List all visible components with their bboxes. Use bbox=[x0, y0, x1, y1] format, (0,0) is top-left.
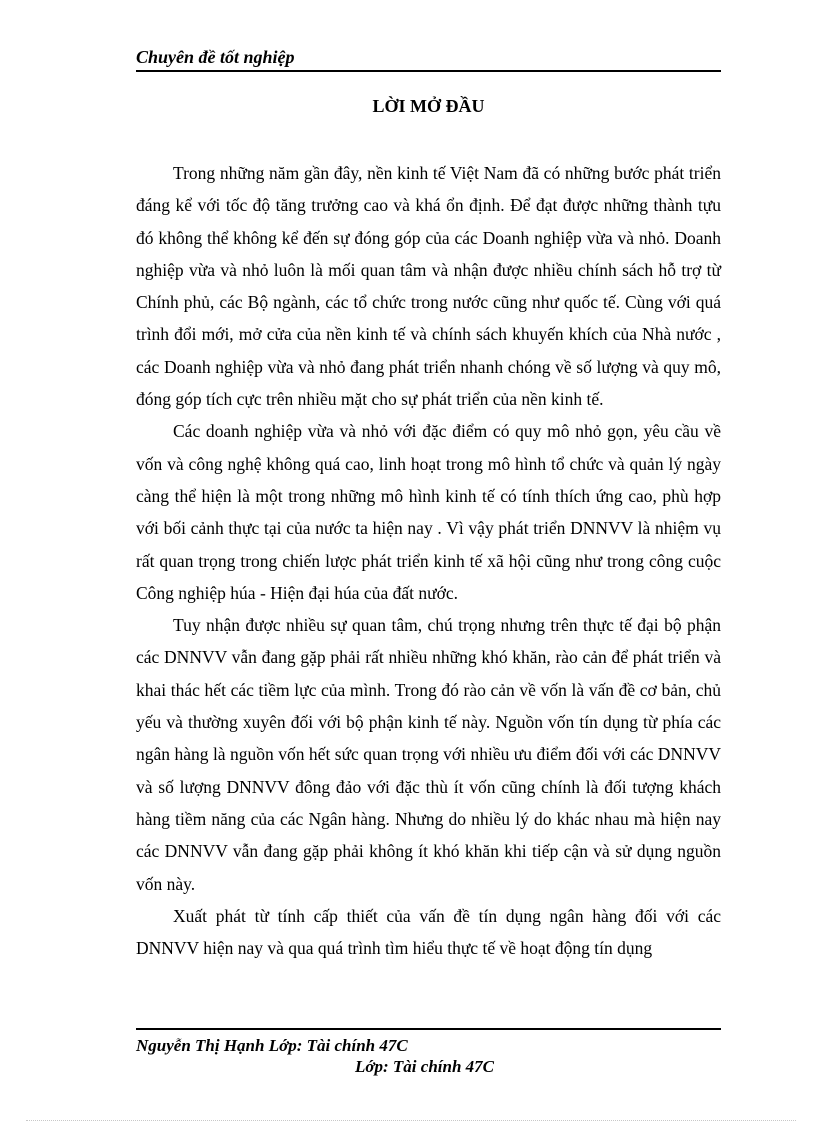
footer-author-class: Nguyễn Thị Hạnh Lớp: Tài chính 47C bbox=[136, 1036, 408, 1055]
header-rule bbox=[136, 70, 721, 72]
document-body bbox=[136, 157, 721, 964]
footer-rule bbox=[136, 1028, 721, 1030]
paragraph-4: Xuất phát từ tính cấp thiết của vấn đề tín dụng ngân hàng đối với các DNNVV hiện nay và qua quá trình tìm hiểu thực tế về hoạt động tín dụng bbox=[136, 905, 721, 959]
running-header-title: Chuyên đề tốt nghiệp bbox=[136, 47, 295, 67]
footer-class: Lớp: Tài chính 47C bbox=[355, 1057, 494, 1076]
paragraph-2: Các doanh nghiệp vừa và nhỏ với đặc điểm có quy mô nhỏ gọn, yêu cầu về vốn và công nghệ không quá cao, linh hoạt trong mô hình tổ chức và quản lý ngày càng thể hiện là một trong những mô hình kinh tế có tính thích ứng cao, phù hợp với bối cảnh thực tại của nước ta hiện nay . Vì vậy phát triển DNNVV là nhiệm vụ rất quan trọng trong chiến lược phát triển kinh tế xã hội cũng như trong công cuộc Công nghiệp húa - Hiện đại húa của đất nước. bbox=[136, 421, 721, 603]
page-edge-divider bbox=[26, 1120, 796, 1121]
paragraph-1: Trong những năm gần đây, nền kinh tế Việt Nam đã có những bước phát triển đáng kể với tốc độ tăng trưởng cao và khá ổn định. Để đạt được những thành tựu đó không thể không kể đến sự đóng góp của các Doanh nghiệp vừa và nhỏ. Doanh nghiệp vừa và nhỏ luôn là mối quan tâm và nhận được nhiều chính sách hỗ trợ từ Chính phủ, các Bộ ngành, các tổ chức trong nước cũng như quốc tế. Cùng với quá trình đổi mới, mở cửa của nền kinh tế và chính sách khuyến khích của Nhà nước , các Doanh nghiệp vừa và nhỏ đang phát triển nhanh chóng về số lượng và quy mô, đóng góp tích cực trên nhiều mặt cho sự phát triển của nền kinh tế. bbox=[136, 163, 721, 410]
paragraph-3: Tuy nhận được nhiều sự quan tâm, chú trọng nhưng trên thực tế đại bộ phận các DNNVV vẫn đang gặp phải rất nhiều những khó khăn, rào cản để phát triển và khai thác hết các tiềm lực của mình. Trong đó rào cản về vốn là vấn đề cơ bản, chủ yếu và thường xuyên đối với bộ phận kinh tế này. Nguồn vốn tín dụng từ phía các ngân hàng là nguồn vốn hết sức quan trọng với nhiều ưu điểm đối với các DNNVV và số lượng DNNVV đông đảo với đặc thù ít vốn cũng chính là đối tượng khách hàng tiềm năng của các Ngân hàng. Nhưng do nhiều lý do khác nhau mà hiện nay các DNNVV vẫn đang gặp phải không ít khó khăn khi tiếp cận và sử dụng nguồn vốn này. bbox=[136, 615, 721, 894]
document-title: LỜI MỞ ĐẦU bbox=[372, 96, 485, 116]
